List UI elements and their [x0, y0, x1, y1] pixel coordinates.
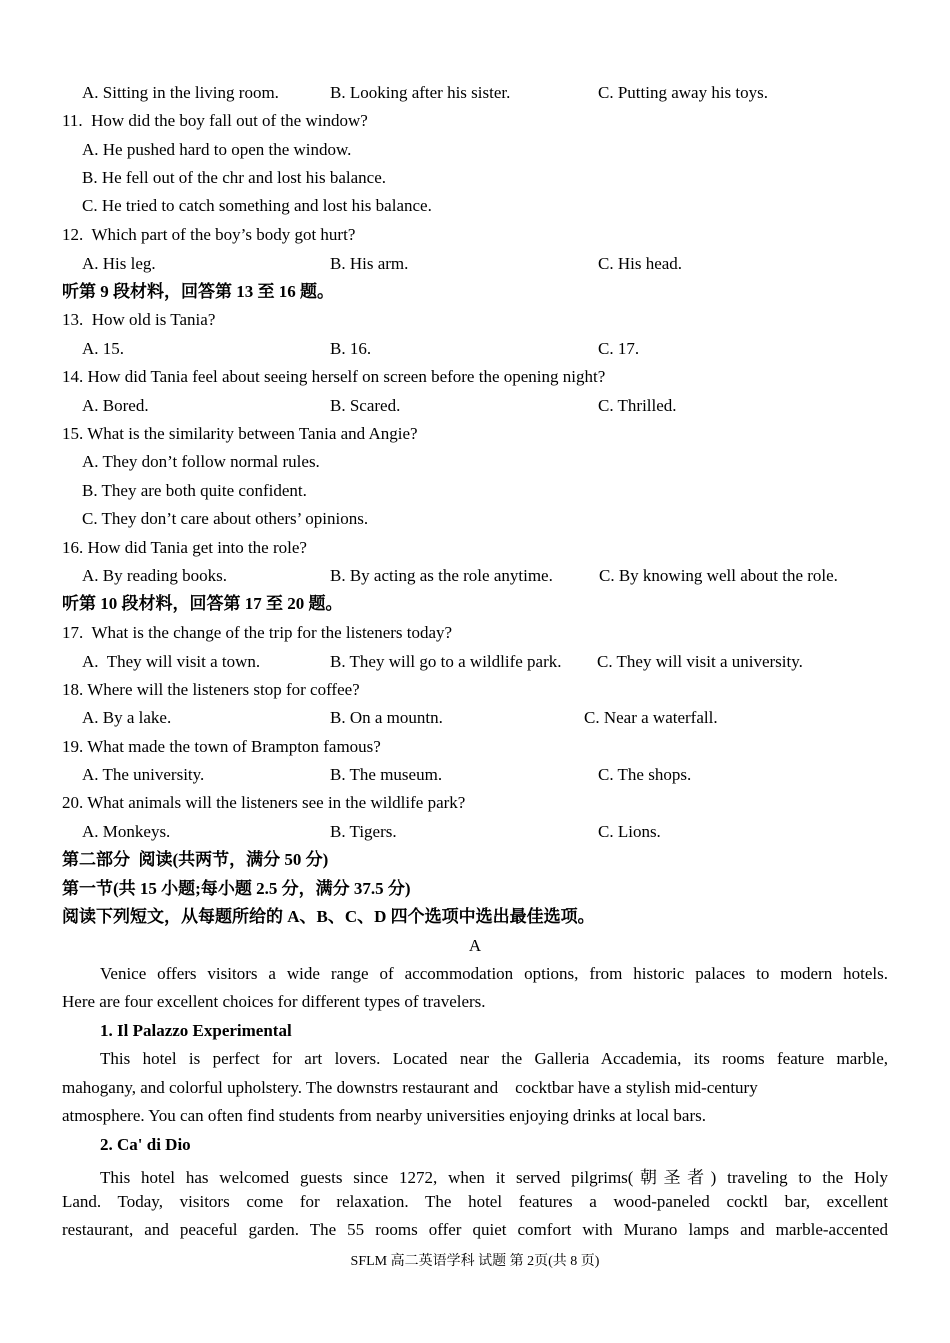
- q14-option-b: B. Scared.: [330, 396, 401, 415]
- q15-option-b: B. They are both quite confident.: [82, 481, 307, 500]
- q12-option-a: A. His leg.: [82, 254, 156, 273]
- q18-stem: 18. Where will the listeners stop for coffee?: [62, 680, 360, 699]
- q16-stem: 16. How did Tania get into the role?: [62, 538, 307, 557]
- hotel-2-line-1: This hotel has welcomed guests since 1272, when it served pilgrims(朝圣者) traveling to the Holy: [100, 1168, 888, 1187]
- q20-option-b: B. Tigers.: [330, 822, 397, 841]
- q13-option-c: C. 17.: [598, 339, 640, 358]
- hotel-1-line-3: atmosphere. You can often find students from nearby universities enjoying drinks at local bars.: [62, 1106, 706, 1125]
- q15-stem: 15. What is the similarity between Tania and Angie?: [62, 424, 418, 443]
- hotel-1-line-2: mahogany, and colorful upholstery. The downstrs restaurant and cocktbar have a stylish mid-century: [62, 1078, 758, 1097]
- part-2-heading: 第二部分 阅读(共两节，满分 50 分): [62, 850, 329, 869]
- q20-stem: 20. What animals will the listeners see in the wildlife park?: [62, 793, 466, 812]
- q18-option-b: B. On a mountn.: [330, 708, 443, 727]
- passage-intro-line-1: Venice offers visitors a wide range of accommodation options, from historic palaces to modern hotels.: [100, 964, 888, 983]
- q17-option-a: A. They will visit a town.: [82, 652, 261, 671]
- q12-option-c: C. His head.: [598, 254, 683, 273]
- q19-option-c: C. The shops.: [598, 765, 692, 784]
- q17-option-b: B. They will go to a wildlife park.: [330, 652, 562, 671]
- hotel-1-heading: 1. Il Palazzo Experimental: [100, 1021, 292, 1040]
- q18-option-c: C. Near a waterfall.: [584, 708, 718, 727]
- section-9-heading: 听第 9 段材料，回答第 13 至 16 题。: [62, 282, 334, 301]
- q11-option-c: C. He tried to catch something and lost his balance.: [82, 196, 432, 215]
- q10-option-a: A. Sitting in the living room.: [82, 83, 279, 102]
- q11-option-b: B. He fell out of the chr and lost his balance.: [82, 168, 387, 187]
- q13-stem: 13. How old is Tania?: [62, 310, 216, 329]
- q19-stem: 19. What made the town of Brampton famous?: [62, 737, 381, 756]
- q16-option-b: B. By acting as the role anytime.: [330, 566, 553, 585]
- q19-option-b: B. The museum.: [330, 765, 443, 784]
- q12-option-b: B. His arm.: [330, 254, 409, 273]
- q12-stem: 12. Which part of the boy’s body got hurt?: [62, 225, 356, 244]
- q16-option-c: C. By knowing well about the role.: [599, 566, 838, 585]
- hotel-2-line-3: restaurant, and peaceful garden. The 55 rooms offer quiet comfort with Murano lamps and marble-accented: [62, 1220, 888, 1239]
- q10-option-c: C. Putting away his toys.: [598, 83, 769, 102]
- passage-label: A: [468, 936, 482, 955]
- reading-instruction: 阅读下列短文，从每题所给的 A、B、C、D 四个选项中选出最佳选项。: [62, 907, 595, 926]
- section-10-heading: 听第 10 段材料，回答第 17 至 20 题。: [62, 594, 343, 613]
- q17-stem: 17. What is the change of the trip for the listeners today?: [62, 623, 453, 642]
- q14-stem: 14. How did Tania feel about seeing herself on screen before the opening night?: [62, 367, 606, 386]
- page-footer: SFLM 高二英语学科 试题 第 2页(共 8 页): [350, 1254, 600, 1269]
- q15-option-a: A. They don’t follow normal rules.: [82, 452, 320, 471]
- q20-option-a: A. Monkeys.: [82, 822, 171, 841]
- hotel-1-line-1: This hotel is perfect for art lovers. Located near the Galleria Accademia, its rooms feature marble,: [100, 1049, 888, 1068]
- q10-option-b: B. Looking after his sister.: [330, 83, 511, 102]
- q11-option-a: A. He pushed hard to open the window.: [82, 140, 352, 159]
- q20-option-c: C. Lions.: [598, 822, 661, 841]
- passage-intro-line-2: Here are four excellent choices for different types of travelers.: [62, 992, 486, 1011]
- q13-option-a: A. 15.: [82, 339, 125, 358]
- q11-stem: 11. How did the boy fall out of the window?: [62, 111, 368, 130]
- section-1-heading: 第一节(共 15 小题;每小题 2.5 分，满分 37.5 分): [62, 879, 411, 898]
- q14-option-c: C. Thrilled.: [598, 396, 677, 415]
- q16-option-a: A. By reading books.: [82, 566, 227, 585]
- q15-option-c: C. They don’t care about others’ opinions.: [82, 509, 369, 528]
- q17-option-c: C. They will visit a university.: [597, 652, 803, 671]
- q19-option-a: A. The university.: [82, 765, 205, 784]
- q13-option-b: B. 16.: [330, 339, 372, 358]
- q18-option-a: A. By a lake.: [82, 708, 172, 727]
- hotel-2-line-2: Land. Today, visitors come for relaxation. The hotel features a wood-paneled cocktl bar, excellent: [62, 1192, 888, 1211]
- hotel-2-heading: 2. Ca' di Dio: [100, 1135, 191, 1154]
- q14-option-a: A. Bored.: [82, 396, 149, 415]
